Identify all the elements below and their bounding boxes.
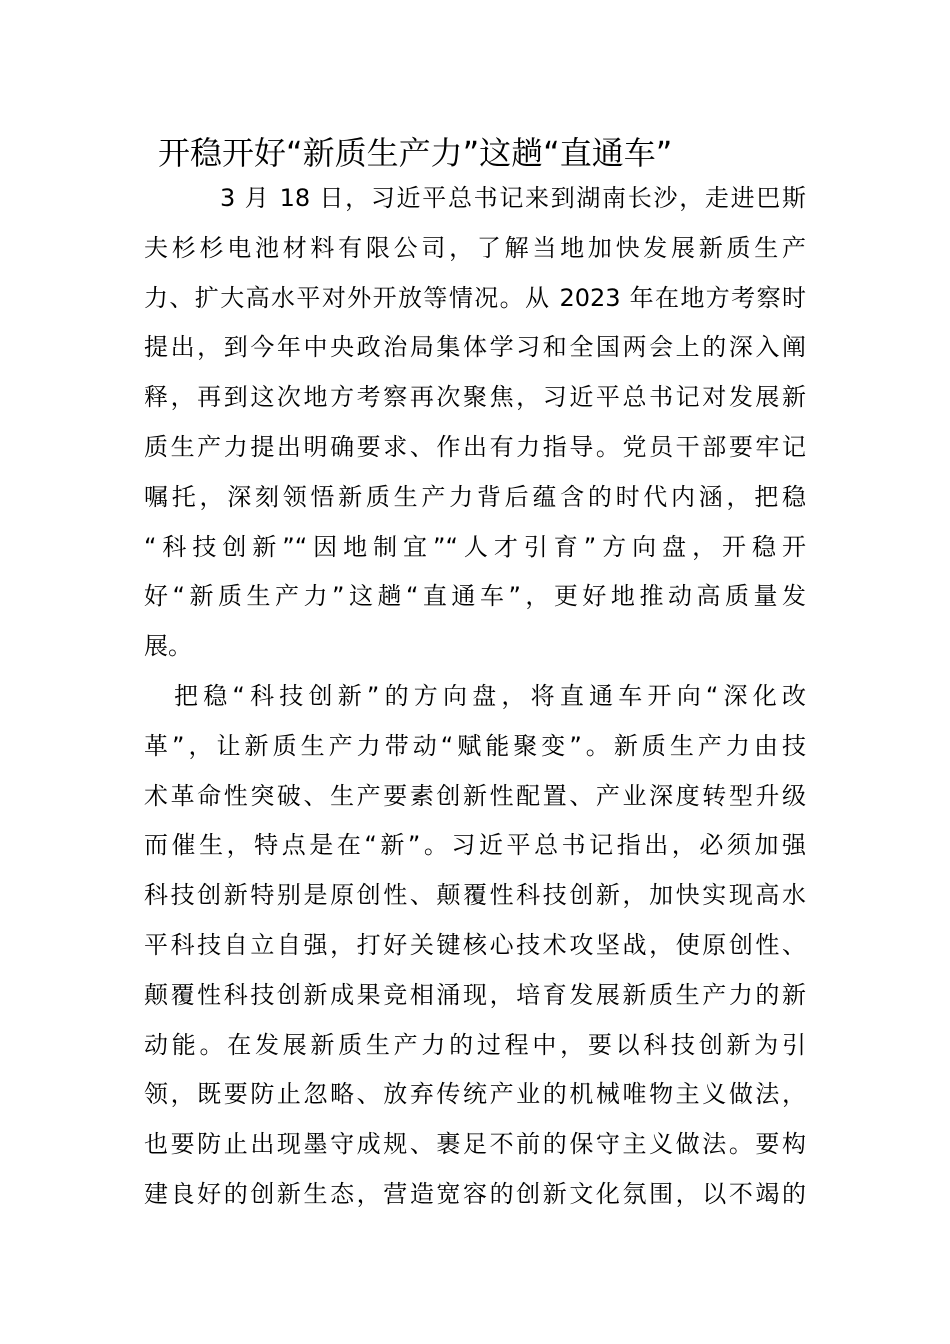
text-line: 平科技自立自强，打好关键核心技术攻坚战，使原创性、 [144,930,806,959]
text-line: “科技创新”“因地制宜”“人才引育”方向盘，开稳开 [144,532,806,561]
text-line: 释，再到这次地方考察再次聚焦，习近平总书记对发展新 [144,383,806,412]
text-line: 科技创新特别是原创性、颠覆性科技创新，加快实现高水 [144,881,806,910]
paragraph-1 [144,174,806,672]
text-line: 颠覆性科技创新成果竞相涌现，培育发展新质生产力的新 [144,980,806,1009]
text-line: 嘱托，深刻领悟新质生产力背后蕴含的时代内涵，把稳 [144,482,806,511]
text-line: 3 月 18 日，习近平总书记来到湖南长沙，走进巴斯 [220,184,806,212]
text-line: 力、扩大高水平对外开放等情况。从 2023 年在地方考察时 [144,283,806,312]
text-line: 提出，到今年中央政治局集体学习和全国两会上的深入阐 [144,333,806,362]
text-line: 展。 [144,632,192,661]
text-line: 夫杉杉电池材料有限公司，了解当地加快发展新质生产 [144,233,806,262]
text-line: 质生产力提出明确要求、作出有力指导。党员干部要牢记 [144,432,806,461]
text-line: 而催生，特点是在“新”。习近平总书记指出，必须加强 [144,831,806,860]
text-line: 术革命性突破、生产要素创新性配置、产业深度转型升级 [144,781,806,810]
text-line: 好“新质生产力”这趟“直通车”，更好地推动高质量发 [144,582,806,611]
text-line: 建良好的创新生态，营造宽容的创新文化氛围，以不竭的 [144,1179,806,1208]
paragraph-2 [144,672,806,1220]
text-line: 领，既要防止忽略、放弃传统产业的机械唯物主义做法， [144,1080,806,1109]
text-line: 革”，让新质生产力带动“赋能聚变”。新质生产力由技 [144,731,806,760]
text-line: 把稳“科技创新”的方向盘，将直通车开向“深化改 [174,682,806,710]
article-title: 开稳开好“新质生产力”这趟“直通车” [158,134,673,172]
text-line: 动能。在发展新质生产力的过程中，要以科技创新为引 [144,1030,806,1059]
text-line: 也要防止出现墨守成规、裹足不前的保守主义做法。要构 [144,1130,806,1159]
